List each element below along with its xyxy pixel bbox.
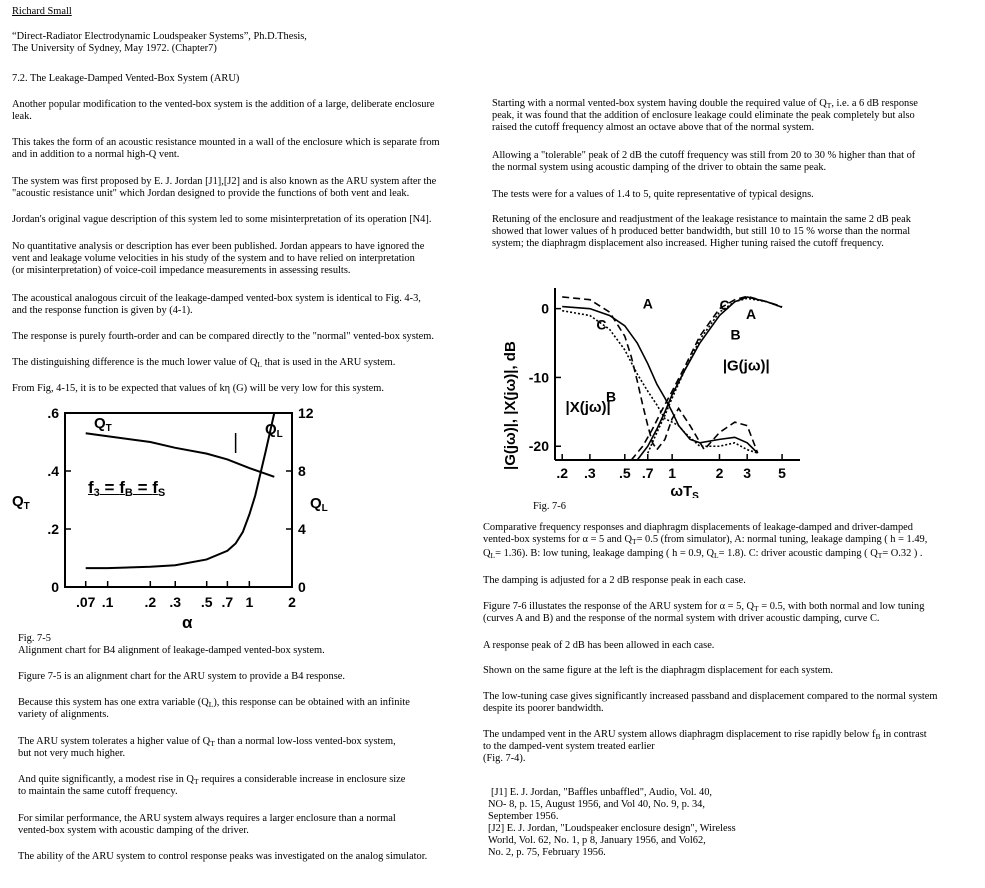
section-title: 7.2. The Leakage-Damped Vented-Box System (ARU) <box>12 73 240 84</box>
x-tick-label: 2 <box>715 465 724 481</box>
x-tick-label: .2 <box>556 465 569 481</box>
ql-curve-label: $Q_L$ <box>265 421 283 440</box>
thesis-title: “Direct-Radiator Electrodynamic Loudspeaker Systems”, Ph.D.Thesis, <box>12 31 307 42</box>
y-tick-label-left: .6 <box>47 405 59 421</box>
paragraph-line: The ability of the ARU system to control response peaks was investigated on the analog simulator. <box>18 851 428 862</box>
alignment-equation: $f_3 = f_B = f_S$ <box>88 478 166 499</box>
x-tick-label: 5 <box>778 465 786 481</box>
paragraph-line: raised the cutoff frequency almost an octave above that of the normal system. <box>492 122 815 133</box>
x-axis-title: α <box>182 613 193 632</box>
y-tick-label-left: .4 <box>47 463 59 479</box>
paragraph-line: Shown on the same figure at the left is the diaphragm displacement for each system. <box>483 665 834 676</box>
y-axis-title: |G(jω)|, |X(jω)|, dB <box>502 341 519 470</box>
paragraph-line: variety of alignments. <box>18 709 109 720</box>
paragraph-line: despite its poorer bandwidth. <box>483 703 604 714</box>
x-tick-label: 3 <box>743 465 752 481</box>
x-tick-label: .3 <box>169 594 182 610</box>
x-tick-label: .07 <box>75 594 96 610</box>
x-axis-title: $\omega T_S$ <box>670 483 699 498</box>
figure-7-6 <box>495 280 815 498</box>
y-tick-label-left: .2 <box>47 521 59 537</box>
figure-7-6-label: Fig. 7-6 <box>533 501 566 512</box>
x-tick-label: .2 <box>144 594 157 610</box>
curve-x-b <box>562 297 758 453</box>
y-tick-label-right: 12 <box>298 405 314 421</box>
paragraph-line: Starting with a normal vented-box system having double the required value of $Q_T$, i.e. a 6 dB response <box>492 98 918 110</box>
figure-7-5-label: Fig. 7-5 <box>18 633 51 644</box>
paragraph-line: but not very much higher. <box>18 748 126 759</box>
figure-7-5-caption: Alignment chart for B4 alignment of leakage-damped vented-box system. <box>18 645 325 656</box>
x-tick-label: .7 <box>221 594 234 610</box>
g-response-label: |G(jω)| <box>722 357 770 375</box>
paragraph-line: (or misinterpretation) of voice-coil impedance measurements in assessing results. <box>12 265 351 276</box>
x-tick-label: 2 <box>288 594 296 610</box>
curve-label-a-right: A <box>746 305 757 322</box>
curve-label-c-left: C <box>596 316 607 333</box>
paragraph-line: From Fig, 4-15, it is to be expected that values of kη (G) will be very low for this system. <box>12 383 384 394</box>
caption-line: Comparative frequency responses and diaphragm displacements of leakage-damped and driver-damped <box>483 522 913 533</box>
x-tick-label: 1 <box>245 594 254 610</box>
y-tick-label: -20 <box>528 438 549 455</box>
y-tick-label: 0 <box>541 300 549 317</box>
curve-x-c <box>562 311 758 453</box>
paragraph-line: leak. <box>12 111 32 122</box>
reference-line: NO- 8, p. 15, August 1956, and Vol 40, No. 9, p. 34, <box>488 799 705 810</box>
y-axis-title-right: $Q_L$ <box>310 495 328 514</box>
paragraph-line: The low-tuning case gives significantly increased passband and displacement compared to the normal system <box>483 691 938 702</box>
paragraph-line: system; the diaphragm displacement also increased. Higher tuning raised the cutoff frequency. <box>492 238 884 249</box>
paragraph-line: The ARU system tolerates a higher value of $Q_T$ than a normal low-loss vented-box system, <box>18 736 396 748</box>
x-tick-label: .1 <box>101 594 114 610</box>
paragraph-line: The response is purely fourth-order and can be compared directly to the "normal" vented-box system. <box>12 331 434 342</box>
curve-label-a-left: A <box>642 295 653 312</box>
curve-label-b-left: B <box>606 388 617 405</box>
plot-frame <box>65 413 292 587</box>
reference-line: September 1956. <box>488 811 559 822</box>
paragraph-line: The acoustical analogous circuit of the leakage-damped vented-box system is identical to Fig. 4-3, <box>12 293 421 304</box>
reference-line: [J2] E. J. Jordan, "Loudspeaker enclosure design", Wireless <box>488 823 736 834</box>
caption-line: $Q_L= 1.36$). B: low tuning, leakage damping ( h = 0.9, $Q_L= 1.8$). C: driver acoustic damping ( $Q_T= O.32$ ) . <box>483 548 923 560</box>
qt-curve <box>86 433 275 477</box>
alignment-chart <box>10 405 345 635</box>
y-tick-label-left: 0 <box>51 579 59 595</box>
paragraph-line: The tests were for a values of 1.4 to 5, quite representative of typical designs. <box>492 189 814 200</box>
paragraph-line: to the damped-vent system treated earlier <box>483 741 655 752</box>
paragraph-line: The damping is adjusted for a 2 dB response peak in each case. <box>483 575 746 586</box>
paragraph-line: The undamped vent in the ARU system allows diaphragm displacement to rise rapidly below $f_B$ in contrast <box>483 729 927 741</box>
y-tick-label: -10 <box>528 369 549 386</box>
y-tick-label-right: 4 <box>298 521 306 537</box>
paragraph-line: Allowing a "tolerable" peak of 2 dB the cutoff frequency was still from 20 to 30 % higher than that of <box>492 150 916 161</box>
paragraph-line: Figure 7-6 illustates the response of the ARU system for α = 5, $Q_T = 0.5$, with both normal and low tuning <box>483 601 925 613</box>
x-tick-label: 1 <box>668 465 677 481</box>
reference-line: No. 2, p. 75, February 1956. <box>488 847 606 858</box>
paragraph-line: Figure 7-5 is an alignment chart for the ARU system to provide a B4 response. <box>18 671 345 682</box>
paragraph-line: For similar performance, the ARU system always requires a larger enclosure than a normal <box>18 813 396 824</box>
paragraph-line: the normal system using acoustic damping of the driver to obtain the same peak. <box>492 162 827 173</box>
curve-label-b-right: B <box>730 326 741 343</box>
paragraph-line: to maintain the same cutoff frequency. <box>18 786 178 797</box>
paragraph-line: And quite significantly, a modest rise in $Q_T$ requires a considerable increase in enclosure size <box>18 774 406 786</box>
y-tick-label-right: 0 <box>298 579 306 595</box>
paragraph-line: vent and leakage volume velocities in his study of the system and to have relied on interpretation <box>12 253 415 264</box>
paragraph-line: Retuning of the enclosure and readjustment of the leakage resistance to maintain the same 2 dB peak <box>492 214 911 225</box>
curve-label-c-right: C <box>719 297 730 314</box>
qt-curve-label: $Q_T$ <box>94 415 112 434</box>
x-tick-label: .5 <box>200 594 213 610</box>
reference-line: World, Vol. 62, No. 1, p 8, January 1956, and Vol62, <box>488 835 706 846</box>
author-name: Richard Small <box>12 6 72 17</box>
paragraph-line: (curves A and B) and the response of the normal system with driver acoustic damping, curve C. <box>483 613 880 624</box>
y-tick-label-right: 8 <box>298 463 306 479</box>
paragraph-line: This takes the form of an acoustic resistance mounted in a wall of the enclosure which is separate from <box>12 137 440 148</box>
paragraph-line: Because this system has one extra variable $(Q_L)$, this response can be obtained with an infinite <box>18 697 410 709</box>
reference-line: [J1] E. J. Jordan, "Baffles unbaffled", Audio, Vol. 40, <box>491 787 712 798</box>
paragraph-line: Jordan's original vague description of this system led to some misinterpretation of its operation [N4]. <box>12 214 432 225</box>
paragraph-line: Another popular modification to the vented-box system is the addition of a large, deliberate enclosure <box>12 99 435 110</box>
paragraph-line: "acoustic resistance unit" which Jordan designed to provide the functions of both vent and leak. <box>12 188 410 199</box>
x-tick-label: .7 <box>641 465 654 481</box>
x-displacement-label: |X(jω)| <box>565 398 611 416</box>
x-tick-label: .3 <box>584 465 596 481</box>
figure-7-5 <box>10 405 345 635</box>
paragraph-line: and in addition to a normal high-Q vent. <box>12 149 180 160</box>
thesis-institution: The University of Sydney, May 1972. (Chapter7) <box>12 43 217 54</box>
paragraph-line: vented-box system with acoustic damping of the driver. <box>18 825 249 836</box>
paragraph-line: No quantitative analysis or description has ever been published. Jordan appears to have ignored the <box>12 241 425 252</box>
x-axis-title-sub: S <box>692 491 699 498</box>
paragraph-line: and the response function is given by (4-1). <box>12 305 193 316</box>
y-axis-title-left: $Q_T$ <box>12 493 30 512</box>
paragraph-line: The system was first proposed by E. J. Jordan [J1],[J2] and is also known as the ARU system after the <box>12 176 437 187</box>
curve-x-a <box>562 307 758 454</box>
x-tick-label: .5 <box>618 465 631 481</box>
paragraph-line: showed that lower values of h produced better bandwidth, but still 10 to 15 % worse than the normal <box>492 226 911 237</box>
caption-line: vented-box systems for α = 5 and $Q_T= 0.5$ (from simulator), A: normal tuning, leakage damping ( h = 1.49, <box>483 534 928 546</box>
paragraph-line: peak, it was found that the addition of enclosure leakage could eliminate the peak completely but also <box>492 110 915 121</box>
paragraph-line: The distinguishing difference is the much lower value of $Q_L$ that is used in the ARU system. <box>12 357 396 369</box>
paragraph-line: A response peak of 2 dB has been allowed in each case. <box>483 640 715 651</box>
paragraph-line: (Fig. 7-4). <box>483 753 526 764</box>
frequency-response-chart <box>495 280 815 498</box>
